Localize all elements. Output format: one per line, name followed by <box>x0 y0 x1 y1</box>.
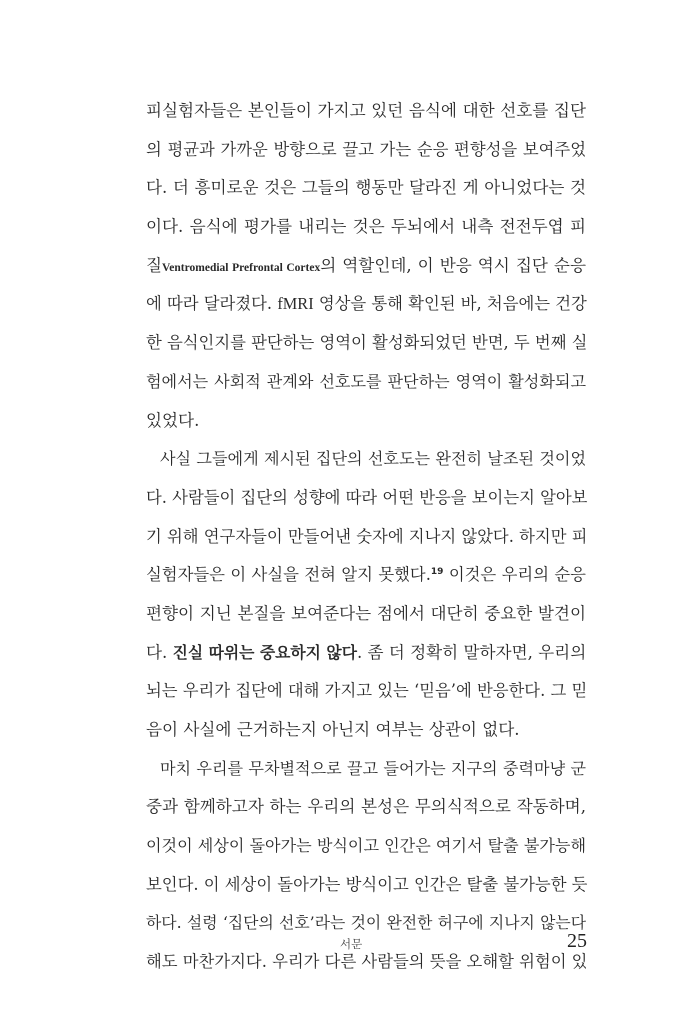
text-line: 험에서는 사회적 관계와 선호도를 판단하는 영역이 활성화되고 <box>146 371 586 391</box>
text-fragment: 실험자들은 이 사실을 전혀 알지 못했다. <box>146 565 431 585</box>
text-line: 중과 함께하고자 하는 우리의 본성은 무의식적으로 작동하며, <box>146 797 586 817</box>
latin-term: Ventromedial Prefrontal Cortex <box>162 261 321 274</box>
emphasized-phrase: 진실 따위는 중요하지 않다 <box>172 642 357 662</box>
text-line: 해도 마찬가지다. 우리가 다른 사람들의 뜻을 오해할 위험이 있 <box>146 952 588 972</box>
text-line: 뇌는 우리가 집단에 대해 가지고 있는 ‘믿음’에 반응한다. 그 믿 <box>146 681 588 701</box>
text-line <box>146 285 586 324</box>
fmri-term: fMRI <box>277 294 314 314</box>
text-line: 하다. 설령 ‘집단의 선호’라는 것이 완전한 허구에 지나지 않는다 <box>146 913 586 933</box>
text-line: 의 평균과 가까운 방향으로 끌고 가는 순응 편향성을 보여주었 <box>146 139 586 159</box>
footnote-reference[interactable]: 19 <box>430 567 444 578</box>
text-fragment: 다. <box>146 642 173 662</box>
paragraph-last-line: 음이 사실에 근거하는지 아닌지 여부는 상관이 없다. <box>146 720 520 739</box>
text-line <box>146 247 586 286</box>
paragraph-first-line: 마치 우리를 무차별적으로 끌고 들어가는 지구의 중력마냥 군 <box>160 758 586 778</box>
text-line: 다. 더 흥미로운 것은 그들의 행동만 달라진 게 아니었다는 것 <box>146 178 586 198</box>
paragraph-first-line: 사실 그들에게 제시된 집단의 선호도는 완전히 날조된 것이었 <box>160 449 586 469</box>
text-fragment: 이것은 우리의 순응 <box>443 565 586 585</box>
text-line <box>146 556 586 595</box>
text-line <box>146 634 586 673</box>
text-line: 편향이 지닌 본질을 보여준다는 점에서 대단히 중요한 발견이 <box>146 603 586 623</box>
text-line: 한 음식인지를 판단하는 영역이 활성화되었던 반면, 두 번째 실 <box>146 333 588 353</box>
text-fragment: 영상을 통해 확인된 바, 처음에는 건강 <box>313 294 587 314</box>
text-line: 이것이 세상이 돌아가는 방식이고 인간은 여기서 탈출 불가능해 <box>146 836 587 856</box>
text-line: 이다. 음식에 평가를 내리는 것은 두뇌에서 내측 전전두엽 피 <box>146 217 586 237</box>
body-text <box>146 92 586 982</box>
text-fragment: 에 따라 달라졌다. <box>146 294 278 314</box>
text-fragment: 질 <box>146 255 163 275</box>
paragraph-last-line: 있었다. <box>146 410 200 430</box>
text-fragment: 의 역할인데, 이 반응 역시 집단 순응 <box>320 255 586 275</box>
running-head: 서문 <box>340 937 363 951</box>
text-line: 피실험자들은 본인들이 가지고 있던 음식에 대한 선호를 집단 <box>146 101 586 120</box>
page-footer <box>0 930 691 960</box>
text-line: 보인다. 이 세상이 돌아가는 방식이고 인간은 탈출 불가능한 듯 <box>146 874 588 894</box>
text-fragment: . 좀 더 정확히 말하자면, 우리의 <box>356 642 587 662</box>
text-line: 기 위해 연구자들이 만들어낸 숫자에 지나지 않았다. 하지만 피 <box>146 526 588 546</box>
page-number: 25 <box>567 930 587 952</box>
text-line: 다. 사람들이 집단의 성향에 따라 어떤 반응을 보이는지 알아보 <box>146 487 588 507</box>
